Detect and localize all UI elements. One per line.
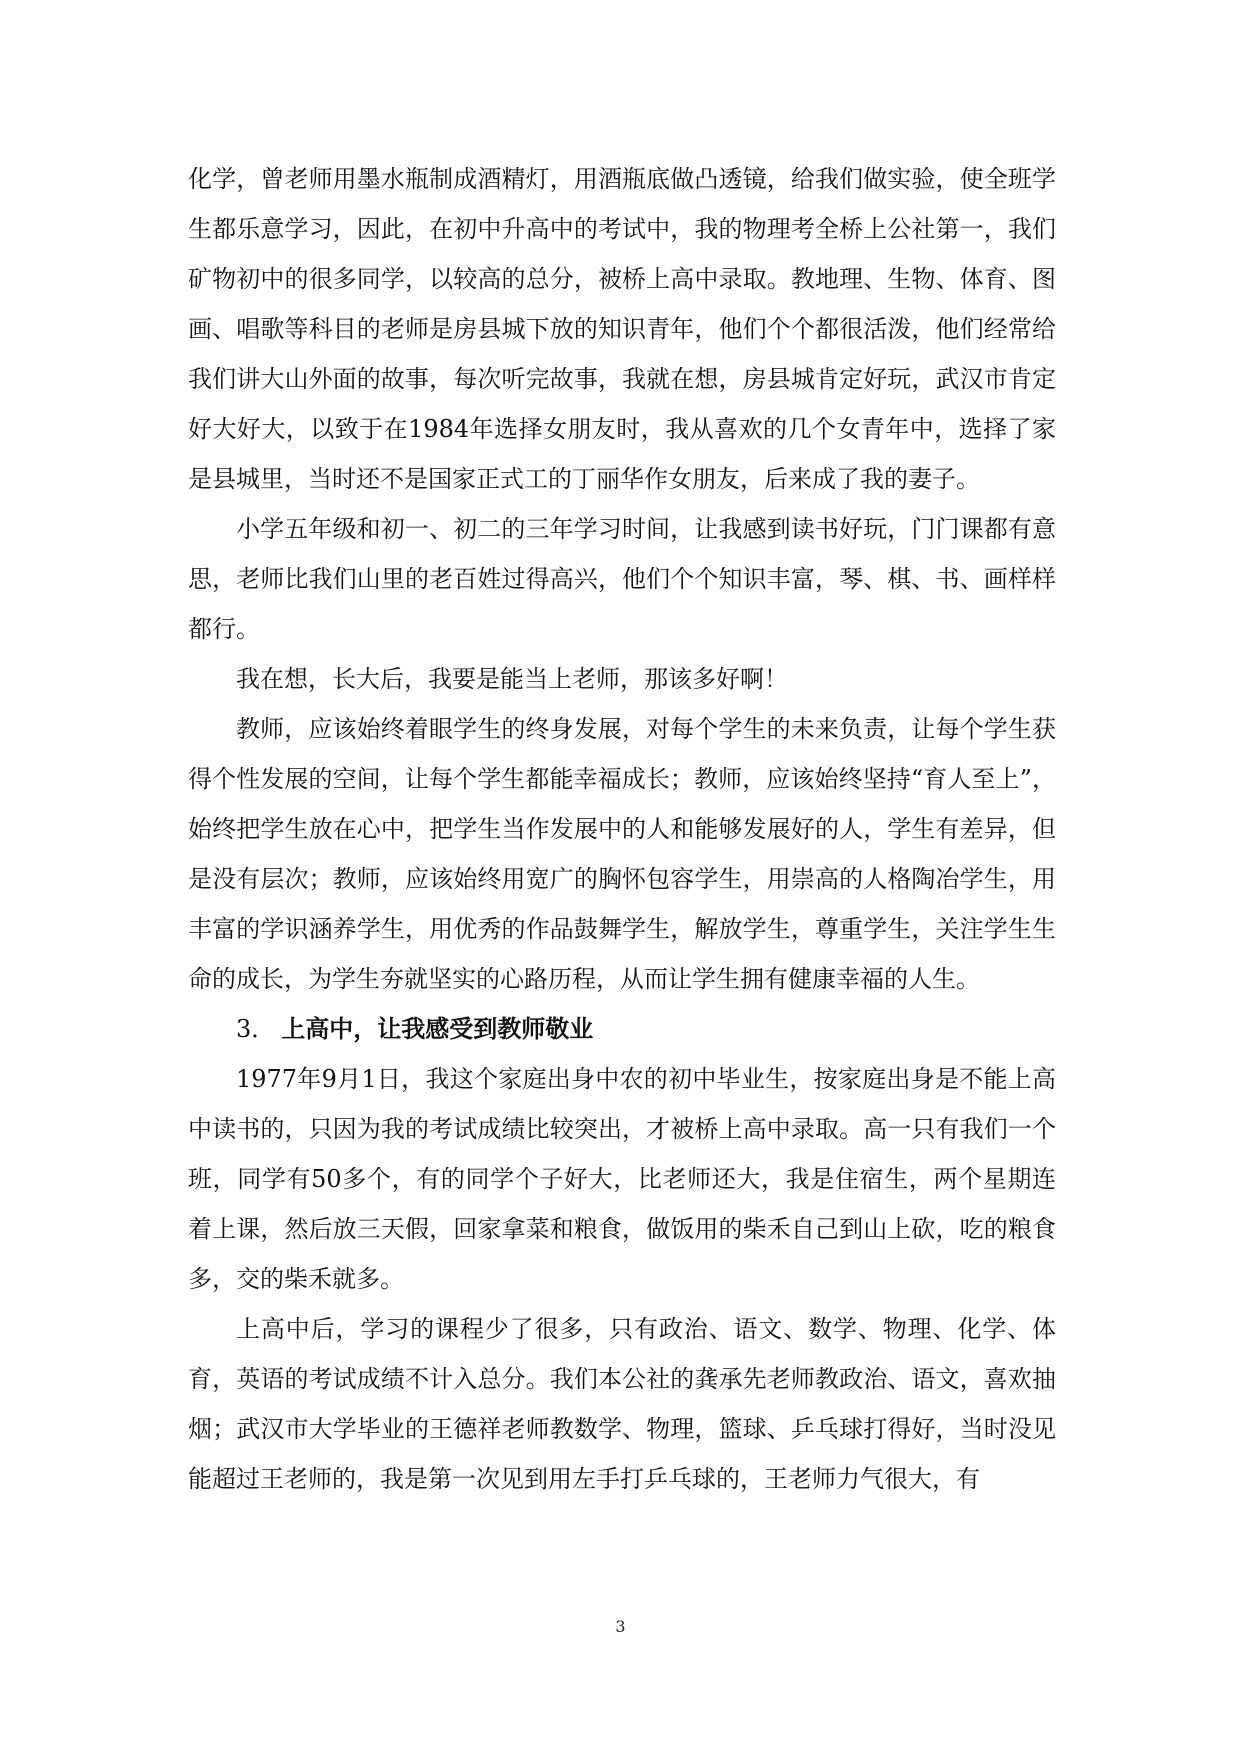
paragraph-continued: 化学，曾老师用墨水瓶制成酒精灯，用酒瓶底做凸透镜，给我们做实验，使全班学生都乐意学习，因此，在初中升高中的考试中，我的物理考全桥上公社第一，我们矿物初中的很多同学，以较高的总分，被桥上高中录取。教地理、生物、体育、图画、唱歌等科目的老师是房县城下放的知识青年，他们个个都很活泼，他们经常给我们讲大山外面的故事，每次听完故事，我就在想，房县城肯定好玩，武汉市肯定好大好大，以致于在1984年选择女朋友时，我从喜欢的几个女青年中，选择了家是县城里，当时还不是国家正式工的丁丽华作女朋友，后来成了我的妻子。 <box>188 165 1056 493</box>
paragraph: 1977年9月1日，我这个家庭出身中农的初中毕业生，按家庭出身是不能上高中读书的，只因为我的考试成绩比较突出，才被桥上高中录取。高一只有我们一个班，同学有50多个，有的同学个子好大，比老师还大，我是住宿生，两个星期连着上课，然后放三天假，回家拿菜和粮食，做饭用的柴禾自己到山上砍，吃的粮食多，交的柴禾就多。 <box>188 1065 1056 1293</box>
paragraph: 教师，应该始终着眼学生的终身发展，对每个学生的未来负责，让每个学生获得个性发展的空间，让每个学生都能幸福成长；教师，应该始终坚持“育人至上”，始终把学生放在心中，把学生当作发展中的人和能够发展好的人，学生有差异，但是没有层次；教师，应该始终用宽广的胸怀包容学生，用崇高的人格陶冶学生，用丰富的学识涵养学生，用优秀的作品鼓舞学生，解放学生，尊重学生，关注学生生命的成长，为学生夯就坚实的心路历程，从而让学生拥有健康幸福的人生。 <box>188 715 1056 993</box>
paragraph: 上高中后，学习的课程少了很多，只有政治、语文、数学、物理、化学、体育，英语的考试成绩不计入总分。我们本公社的龚承先老师教政治、语文，喜欢抽烟；武汉市大学毕业的王德祥老师教数学、物理，篮球、乒乓球打得好，当时没见能超过王老师的，我是第一次见到用左手打乒乓球的，王老师力气很大，有 <box>188 1315 1056 1493</box>
page-number: 3 <box>615 1617 626 1636</box>
section-number: 3． <box>236 1015 276 1043</box>
paragraph: 我在想，长大后，我要是能当上老师，那该多好啊！ <box>236 665 788 693</box>
section-heading <box>188 1004 1056 1054</box>
paragraph: 小学五年级和初一、初二的三年学习时间，让我感到读书好玩，门门课都有意思，老师比我们山里的老百姓过得高兴，他们个个知识丰富，琴、棋、书、画样样都行。 <box>188 515 1056 643</box>
section-title: 上高中，让我感受到教师敬业 <box>281 1014 594 1043</box>
page-body <box>188 154 1056 1504</box>
